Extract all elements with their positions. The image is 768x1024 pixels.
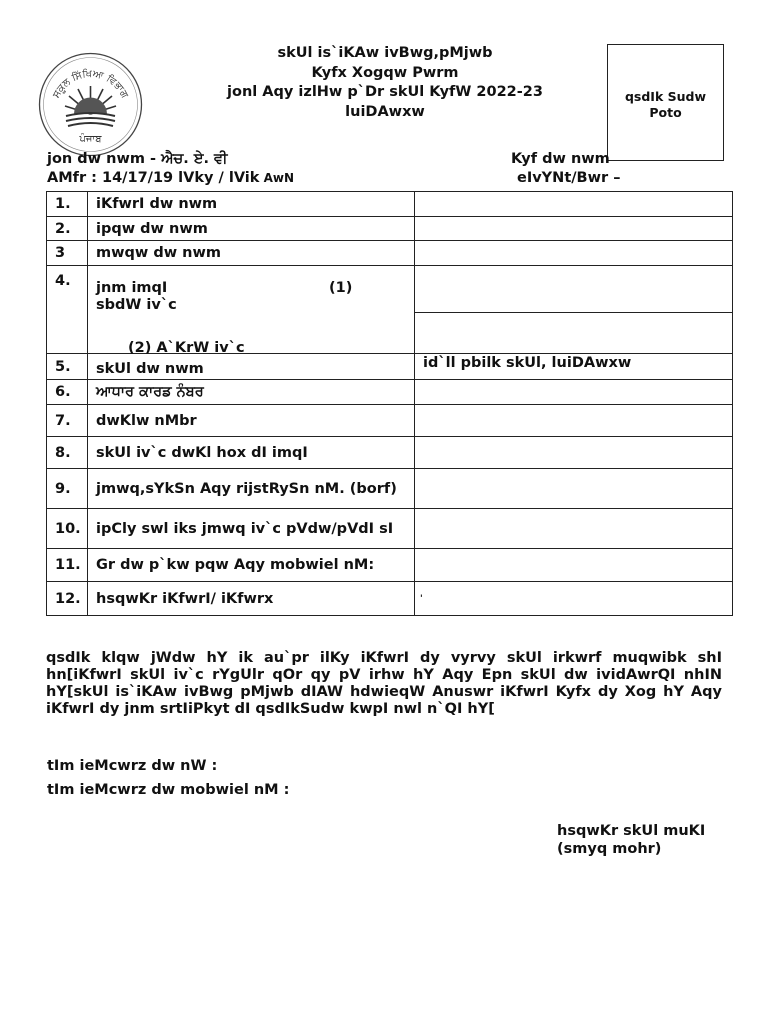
header-line-2: Kyfx Xogqw Pwrm xyxy=(311,64,459,81)
table-row xyxy=(47,582,733,616)
dob-in-digits-label: (2) A`KrW iv`c xyxy=(128,340,245,356)
logo-bottom-text: ਪੰਜਾਬ xyxy=(79,134,102,145)
photo-label-line-2: Poto xyxy=(649,105,682,120)
previous-class-field[interactable] xyxy=(415,509,733,549)
dob-label: jnm imqI xyxy=(96,280,168,296)
age-category-line xyxy=(47,170,294,186)
dob-digits-cell xyxy=(415,313,733,354)
player-signature-field[interactable]: ' xyxy=(415,582,733,616)
table-row xyxy=(47,509,733,549)
zone-line xyxy=(47,151,227,167)
row-label: ਆਧਾਰ ਕਾਰਡ ਨੰਬਰ xyxy=(88,380,415,405)
header-line-1: skUl is`iKAw ivBwg,pMjwb xyxy=(277,45,493,61)
row-number: 7. xyxy=(47,405,88,437)
age-category: AMfr : 14/17/19 lVky xyxy=(47,170,214,186)
table-row xyxy=(47,354,733,380)
row-label: mwqw dw nwm xyxy=(88,241,415,266)
player-name-field[interactable] xyxy=(415,192,733,217)
table-row xyxy=(47,217,733,241)
zone-label: jon dw nwm - xyxy=(47,151,162,167)
admission-date-field[interactable] xyxy=(415,437,733,469)
zone-value: ਐਚ. ਏ. ਵੀ xyxy=(161,151,228,167)
dob-words-field[interactable] xyxy=(415,266,733,313)
head-signature-label: hsqwKr skUl muKI xyxy=(557,823,706,839)
admission-number-field[interactable] xyxy=(415,405,733,437)
school-name-field[interactable]: id`ll pbilk skUl, luiDAwxw xyxy=(415,354,733,380)
table-row xyxy=(47,405,733,437)
photo-label-line-1: qsdIk Sudw xyxy=(624,89,707,104)
dob-in-words-label: (1) sbdW iv`c xyxy=(96,280,353,313)
father-name-field[interactable] xyxy=(415,217,733,241)
game-name-label: Kyf dw nwm xyxy=(511,151,610,167)
row-label: ipCly swl iks jmwq iv`c pVdw/pVdI sI xyxy=(88,509,415,549)
row-number: 3 xyxy=(47,241,88,266)
row-label: dwKlw nMbr xyxy=(88,405,415,437)
team-incharge-name-label: tIm ieMcwrz dw nW : xyxy=(47,758,218,774)
team-incharge-mobile-label: tIm ieMcwrz dw mobwiel nM : xyxy=(47,782,290,798)
row-label: iKfwrI dw nwm xyxy=(88,192,415,217)
row-number: 5. xyxy=(47,354,88,380)
row-label: Gr dw p`kw pqw Aqy mobwiel nM: xyxy=(88,549,415,582)
row-label: hsqwKr iKfwrI/ iKfwrx xyxy=(88,582,415,616)
table-row xyxy=(47,192,733,217)
logo-top-text: ਸਕੂਲ ਸਿੱਖਿਆ ਵਿਭਾਗ xyxy=(50,68,131,100)
event-weight-label: eIvYNt/Bwr – xyxy=(517,170,621,186)
row-number: 10. xyxy=(47,509,88,549)
row-label: ipqw dw nwm xyxy=(88,217,415,241)
row-number: 2. xyxy=(47,217,88,241)
row-number: 4. xyxy=(47,266,88,354)
dob-label-cell xyxy=(88,266,415,354)
girls-suffix: AwN xyxy=(259,171,295,185)
row-number: 9. xyxy=(47,469,88,509)
row-number: 11. xyxy=(47,549,88,582)
table-row xyxy=(47,469,733,509)
row-number: 12. xyxy=(47,582,88,616)
stamp-label: (smyq mohr) xyxy=(557,841,662,857)
row-number: 6. xyxy=(47,380,88,405)
row-label: skUl iv`c dwKl hox dI imqI xyxy=(88,437,415,469)
table-row xyxy=(47,549,733,582)
table-row xyxy=(47,437,733,469)
row-number: 1. xyxy=(47,192,88,217)
photo-label xyxy=(608,89,723,121)
table-row xyxy=(47,241,733,266)
header-line-4: luiDAwxw xyxy=(345,103,425,120)
table-row xyxy=(47,266,733,313)
mother-name-field[interactable] xyxy=(415,241,733,266)
form-header xyxy=(170,44,600,122)
class-section-reg-field[interactable] xyxy=(415,469,733,509)
player-details-table xyxy=(46,191,733,616)
address-mobile-field[interactable] xyxy=(415,549,733,582)
girls-label: / lVik xyxy=(213,170,260,186)
header-line-3: jonl Aqy izlHw p`Dr skUl KyfW 2022-23 xyxy=(227,84,543,100)
photo-box[interactable] xyxy=(607,44,724,161)
row-number: 8. xyxy=(47,437,88,469)
declaration-text: qsdIk klqw jWdw hY ik au`pr ilKy iKfwrI dy vyrvy skUl irkwrf muqwibk shI hn[iKfwrI skUl iv`c rYgUlr qOr qy pV irhw hY Aqy Epn skUl dw ividAwrQI nhIN hY[skUl is`iKAw ivBwg pMjwb dIAW hdwieqW Anuswr iKfwrI Kyfx dy Xog hY Aqy iKfwrI dy jnm srtIiPkyt dI qsdIkSudw kwpI nwl n`QI hY[ xyxy=(46,650,722,717)
row-label: jmwq,sYkSn Aqy rijstRySn nM. (borf) xyxy=(88,469,415,509)
aadhaar-number-field[interactable] xyxy=(415,380,733,405)
department-logo xyxy=(38,52,143,157)
row-label: skUl dw nwm xyxy=(88,354,415,380)
table-row xyxy=(47,380,733,405)
